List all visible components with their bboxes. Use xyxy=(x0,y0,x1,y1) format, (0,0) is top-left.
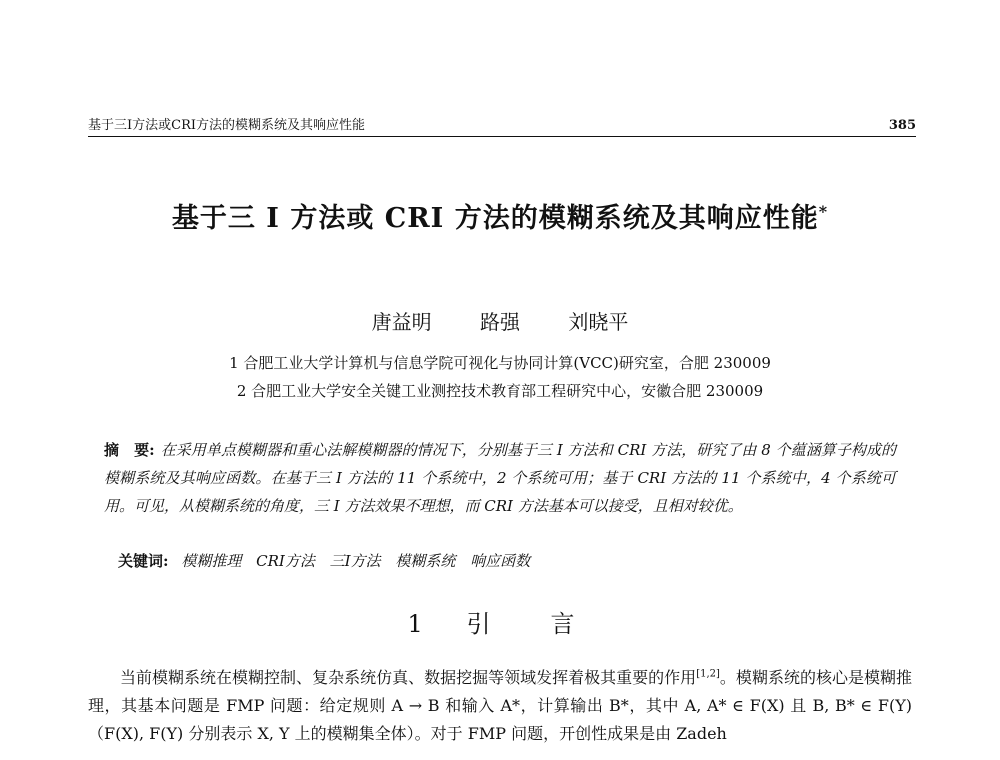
keyword: 响应函数 xyxy=(470,552,531,570)
author-name: 唐益明 xyxy=(371,310,432,334)
section-title: 引 言 xyxy=(466,610,593,638)
abstract xyxy=(104,436,896,520)
section-heading xyxy=(0,604,1000,639)
keyword: 模糊推理 xyxy=(181,552,242,570)
title-footnote-mark: * xyxy=(818,202,829,221)
section-number: 1 xyxy=(407,610,441,638)
affiliation-1: 1 合肥工业大学计算机与信息学院可视化与协同计算(VCC)研究室，合肥 230009 xyxy=(229,354,771,372)
keywords xyxy=(118,550,898,571)
running-title: 基于三I方法或CRI方法的模糊系统及其响应性能 xyxy=(88,118,366,133)
body-text xyxy=(88,664,912,748)
keyword: 模糊系统 xyxy=(395,552,456,570)
body-text-part: 当前模糊系统在模糊控制、复杂系统仿真、数据挖掘等领域发挥着极其重要的作用 xyxy=(120,668,697,687)
author-list xyxy=(0,306,1000,335)
abstract-text: 在采用单点模糊器和重心法解模糊器的情况下，分别基于三 I 方法和 CRI 方法，研究了由 8 个蕴涵算子构成的模糊系统及其响应函数。在基于三 I 方法的 11 个系统中，2 个系统可用；基于 CRI 方法的 11 个系统中，4 个系统可用。可见，从模糊系统的角度，三 I 方法效果不理想，而 CRI 方法基本可以接受，且相对较优。 xyxy=(104,441,897,515)
keyword: 三I方法 xyxy=(329,552,381,570)
citation: [1,2] xyxy=(696,668,720,680)
keywords-label: 关键词: xyxy=(118,552,169,570)
header-rule xyxy=(88,136,916,137)
body-paragraph xyxy=(88,664,912,748)
running-header xyxy=(88,118,916,136)
abstract-label: 摘 要: xyxy=(104,441,155,459)
affiliation-2: 2 合肥工业大学安全关键工业测控技术教育部工程研究中心，安徽合肥 230009 xyxy=(236,382,764,400)
body-text-part: 。模糊系统的核心是模糊推理，其基本问题是 FMP 问题：给定规则 A → B 和输入 A*，计算输出 B*，其中 A, A* ∈ F(X) 且 B, B* ∈ F(Y)（F(X), F(Y) 分别表示 X, Y 上的模糊集全体）。对于 FMP 问题，开创性成果是由 Zadeh xyxy=(88,668,912,743)
author-name: 路强 xyxy=(480,310,520,334)
keyword: CRI方法 xyxy=(256,552,315,570)
paper-title-text: 基于三 I 方法或 CRI 方法的模糊系统及其响应性能 xyxy=(171,203,819,234)
paper-title xyxy=(0,196,1000,235)
author-name: 刘晓平 xyxy=(568,310,629,334)
page-number: 385 xyxy=(888,118,916,133)
